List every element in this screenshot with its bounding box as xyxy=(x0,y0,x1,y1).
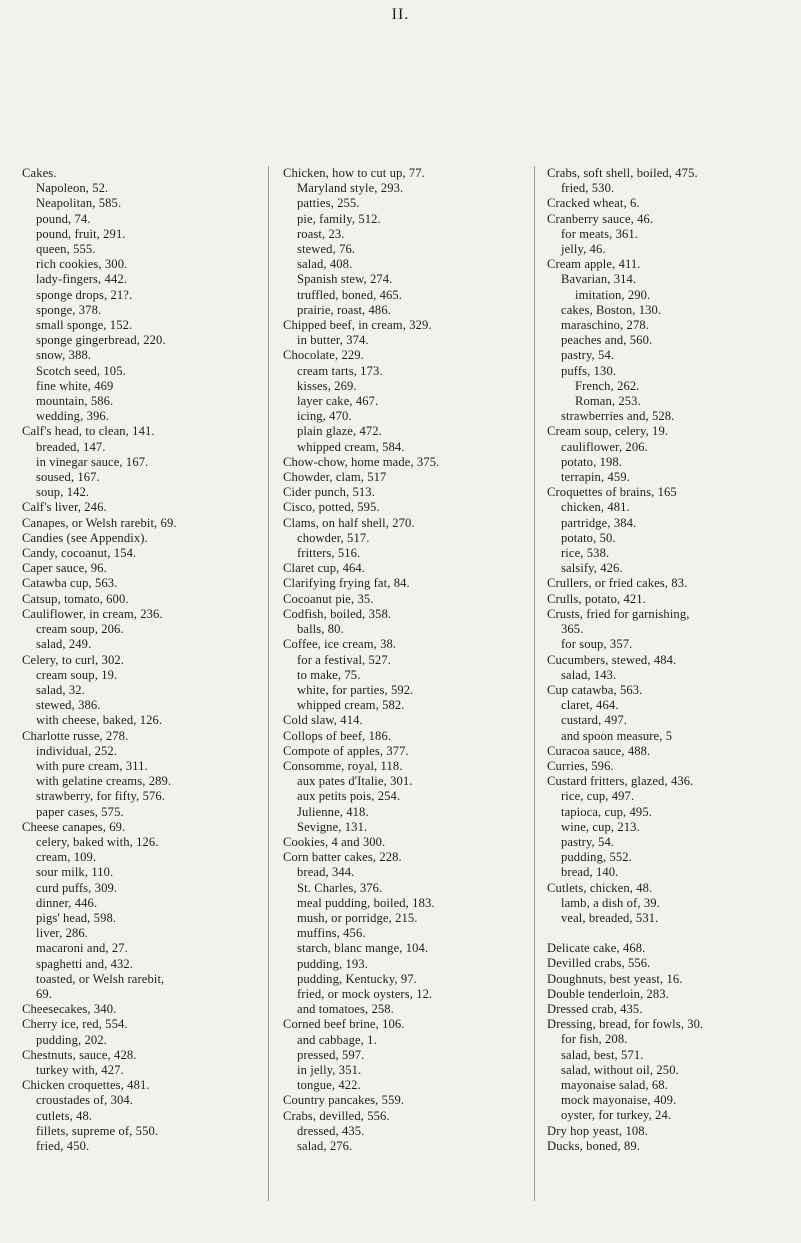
index-subentry: puffs, 130. xyxy=(561,363,617,378)
index-subentry: kisses, 269. xyxy=(297,378,357,393)
index-entry: Cranberry sauce, 46. xyxy=(547,211,654,226)
index-subentry: potato, 50. xyxy=(561,530,616,545)
index-subentry: queen, 555. xyxy=(36,242,96,257)
index-entry: Chipped beef, in cream, 329. xyxy=(283,318,432,333)
index-entry: Dressing, bread, for fowls, 30. xyxy=(547,1017,704,1032)
index-subentry: cream soup, 19. xyxy=(36,667,118,682)
index-subentry: pound, 74. xyxy=(36,211,91,226)
index-entry: Ducks, boned, 89. xyxy=(547,1138,640,1153)
index-subentry: patties, 255. xyxy=(297,196,360,211)
index-entry: Chow-chow, home made, 375. xyxy=(283,454,440,469)
index-subentry: breaded, 147. xyxy=(36,439,106,454)
index-entry: Crulls, potato, 421. xyxy=(547,591,646,606)
index-subentry: in vinegar sauce, 167. xyxy=(36,454,149,469)
index-subentry: Bavarian, 314. xyxy=(561,272,637,287)
index-subentry: for fish, 208. xyxy=(561,1032,628,1047)
index-entry: Crabs, devilled, 556. xyxy=(283,1108,390,1123)
index-subentry: St. Charles, 376. xyxy=(297,880,383,895)
index-entry: Cheesecakes, 340. xyxy=(22,1002,117,1017)
index-subentry: fillets, supreme of, 550. xyxy=(36,1123,159,1138)
index-column-2 xyxy=(268,166,533,1201)
index-subentry: snow, 388. xyxy=(36,348,92,363)
index-subentry: imitation, 290. xyxy=(575,287,651,302)
index-subentry: layer cake, 467. xyxy=(297,394,379,409)
index-subentry: wedding, 396. xyxy=(36,409,110,424)
index-subentry: cream, 109. xyxy=(36,850,97,865)
index-subentry: for meats, 361. xyxy=(561,226,639,241)
index-subentry: French, 262. xyxy=(575,378,640,393)
index-entry: Cocoanut pie, 35. xyxy=(283,591,374,606)
index-subentry: sponge gingerbread, 220. xyxy=(36,333,166,348)
index-subentry: cauliflower, 206. xyxy=(561,439,648,454)
index-subentry: strawberries and, 528. xyxy=(561,409,675,424)
index-subentry: for soup, 357. xyxy=(561,637,633,652)
index-subentry: pudding, 552. xyxy=(561,850,632,865)
index-subentry: partridge, 384. xyxy=(561,515,637,530)
index-subentry: mock mayonaise, 409. xyxy=(561,1093,677,1108)
index-subentry: paper cases, 575. xyxy=(36,804,124,819)
index-subentry: soup, 142. xyxy=(36,485,90,500)
index-subentry: macaroni and, 27. xyxy=(36,941,128,956)
index-entry: Devilled crabs, 556. xyxy=(547,956,651,971)
index-subentry: sponge, 378. xyxy=(36,302,102,317)
index-subentry: veal, breaded, 531. xyxy=(561,910,659,925)
index-entry: Compote of apples, 377. xyxy=(283,743,409,758)
index-subentry: Roman, 253. xyxy=(575,394,641,409)
index-entry: Croquettes of brains, 165 xyxy=(547,485,677,500)
index-subentry: individual, 252. xyxy=(36,743,118,758)
index-subentry: prairie, roast, 486. xyxy=(297,302,391,317)
index-subentry: fine white, 469 xyxy=(36,378,114,393)
index-entry: Crullers, or fried cakes, 83. xyxy=(547,576,688,591)
index-entry: Charlotte russe, 278. xyxy=(22,728,129,743)
index-entry: Chowder, clam, 517 xyxy=(283,470,387,485)
index-subentry: celery, baked with, 126. xyxy=(36,834,159,849)
index-subentry: soused, 167. xyxy=(36,470,100,485)
index-subentry: Scotch seed, 105. xyxy=(36,363,126,378)
index-subentry: bread, 344. xyxy=(297,865,355,880)
index-entry: Cold slaw, 414. xyxy=(283,713,363,728)
index-entry: Double tenderloin, 283. xyxy=(547,986,669,1001)
index-subentry: salad, 249. xyxy=(36,637,92,652)
index-subentry: cream soup, 206. xyxy=(36,622,124,637)
index-entry: Cup catawba, 563. xyxy=(547,682,643,697)
index-entry: Canapes, or Welsh rarebit, 69. xyxy=(22,515,177,530)
index-subentry: stewed, 76. xyxy=(297,242,356,257)
index-entry: Cracked wheat, 6. xyxy=(547,196,640,211)
index-subentry: salad, 408. xyxy=(297,257,353,272)
index-subentry: and tomatoes, 258. xyxy=(297,1002,394,1017)
index-entry: Chicken croquettes, 481. xyxy=(22,1078,150,1093)
index-subentry: turkey with, 427. xyxy=(36,1062,124,1077)
index-entry: Clarifying frying fat, 84. xyxy=(283,576,410,591)
index-entry: Cakes. xyxy=(22,166,57,180)
index-subentry: sponge drops, 21?. xyxy=(36,287,133,302)
index-subentry: maraschino, 278. xyxy=(561,318,649,333)
index-subentry: Napoleon, 52. xyxy=(36,181,109,196)
index-subentry: pressed, 597. xyxy=(297,1047,365,1062)
index-subentry: with gelatine creams, 289. xyxy=(36,774,172,789)
index-subentry: peaches and, 560. xyxy=(561,333,653,348)
index-subentry: claret, 464. xyxy=(561,698,619,713)
index-subentry: sour milk, 110. xyxy=(36,865,114,880)
index-entry: Celery, to curl, 302. xyxy=(22,652,125,667)
index-subentry: chowder, 517. xyxy=(297,530,370,545)
index-subentry: dinner, 446. xyxy=(36,895,98,910)
index-entry: Collops of beef, 186. xyxy=(283,728,392,743)
index-subentry: plain glaze, 472. xyxy=(297,424,382,439)
index-entry: Catawba cup, 563. xyxy=(22,576,118,591)
index-subentry: muffins, 456. xyxy=(297,926,366,941)
index-subentry: dressed, 435. xyxy=(297,1123,365,1138)
index-subentry: rich cookies, 300. xyxy=(36,257,128,272)
index-entry: Chestnuts, sauce, 428. xyxy=(22,1047,137,1062)
index-subentry: roast, 23. xyxy=(297,226,345,241)
index-subentry: fried, 450. xyxy=(36,1139,90,1153)
index-subentry: with cheese, baked, 126. xyxy=(36,713,163,728)
index-entry: Candies (see Appendix). xyxy=(22,530,148,545)
index-subentry: whipped cream, 582. xyxy=(297,698,405,713)
index-entry: Candy, cocoanut, 154. xyxy=(22,546,137,561)
index-subentry: mayonaise salad, 68. xyxy=(561,1077,668,1092)
index-entry: Cutlets, chicken, 48. xyxy=(547,880,653,895)
index-subentry: curd puffs, 309. xyxy=(36,880,118,895)
index-subentry: rice, cup, 497. xyxy=(561,789,635,804)
index-entry: Cream apple, 411. xyxy=(547,257,641,272)
index-subentry: salad, best, 571. xyxy=(561,1047,644,1062)
index-subentry: spaghetti and, 432. xyxy=(36,956,134,971)
index-entry: Doughnuts, best yeast, 16. xyxy=(547,971,683,986)
index-entry: Clams, on half shell, 270. xyxy=(283,515,415,530)
index-subentry: aux pates d'Italie, 301. xyxy=(297,774,413,789)
index-subentry: balls, 80. xyxy=(297,622,344,637)
index-subentry: pudding, 202. xyxy=(36,1032,107,1047)
index-subentry: liver, 286. xyxy=(36,926,89,941)
index-subentry: pastry, 54. xyxy=(561,348,615,363)
index-entry: Coffee, ice cream, 38. xyxy=(283,637,397,652)
index-subentry: for a festival, 527. xyxy=(297,652,391,667)
index-subentry: 365. xyxy=(561,622,584,637)
index-subentry: lamb, a dish of, 39. xyxy=(561,895,660,910)
index-entry: Crabs, soft shell, boiled, 475. xyxy=(547,166,698,180)
index-entry: Cauliflower, in cream, 236. xyxy=(22,606,163,621)
index-entry: Calf's liver, 246. xyxy=(22,500,107,515)
index-subentry: to make, 75. xyxy=(297,667,361,682)
index-subentry: pie, family, 512. xyxy=(297,211,381,226)
index-subentry: truffled, boned, 465. xyxy=(297,287,403,302)
index-subentry: tongue, 422. xyxy=(297,1078,361,1093)
index-subentry: mountain, 586. xyxy=(36,394,114,409)
index-subentry: and spoon measure, 5 xyxy=(561,728,673,743)
index-subentry: rice, 538. xyxy=(561,546,610,561)
index-subentry: salad, 32. xyxy=(36,682,85,697)
index-column-3 xyxy=(534,166,801,1201)
index-subentry: pastry, 54. xyxy=(561,834,615,849)
index-subentry: whipped cream, 584. xyxy=(297,439,405,454)
index-entry: Crusts, fried for garnishing, xyxy=(547,606,690,621)
index-subentry: chicken, 481. xyxy=(561,500,630,515)
index-subentry: strawberry, for fifty, 576. xyxy=(36,789,166,804)
index-subentry: bread, 140. xyxy=(561,865,619,880)
index-subentry: fried, 530. xyxy=(561,181,615,196)
index-entry: Curries, 596. xyxy=(547,758,614,773)
index-subentry: cream tarts, 173. xyxy=(297,363,383,378)
index-entry: Delicate cake, 468. xyxy=(547,941,646,956)
index-entry: Corn batter cakes, 228. xyxy=(283,850,402,865)
index-subentry: 69. xyxy=(36,986,53,1001)
index-entry: Curacoa sauce, 488. xyxy=(547,743,651,758)
index-subentry: toasted, or Welsh rarebit, xyxy=(36,971,165,986)
index-subentry: pigs' head, 598. xyxy=(36,910,117,925)
index-entry: Cream soup, celery, 19. xyxy=(547,424,669,439)
index-subentry: croustades of, 304. xyxy=(36,1093,134,1108)
index-entry: Cherry ice, red, 554. xyxy=(22,1017,128,1032)
index-subentry: meal pudding, boiled, 183. xyxy=(297,895,435,910)
index-subentry: salad, 276. xyxy=(297,1139,353,1153)
index-subentry: cakes, Boston, 130. xyxy=(561,302,662,317)
index-entry: Corned beef brine, 106. xyxy=(283,1017,405,1032)
index-entry: Chocolate, 229. xyxy=(283,348,364,363)
index-subentry: potato, 198. xyxy=(561,454,623,469)
index-subentry: salad, 143. xyxy=(561,667,617,682)
index-subentry: Sevigne, 131. xyxy=(297,819,368,834)
index-subentry: custard, 497. xyxy=(561,713,628,728)
index-subentry: Spanish stew, 274. xyxy=(297,272,393,287)
index-entry: Caper sauce, 96. xyxy=(22,561,107,576)
index-entry: Cisco, potted, 595. xyxy=(283,500,380,515)
index-subentry: jelly, 46. xyxy=(561,242,606,257)
index-subentry: in jelly, 351. xyxy=(297,1062,362,1077)
index-entry: Custard fritters, glazed, 436. xyxy=(547,774,694,789)
index-entry: Cider punch, 513. xyxy=(283,485,375,500)
index-entry: Codfish, boiled, 358. xyxy=(283,606,392,621)
index-entry: Cheese canapes, 69. xyxy=(22,819,126,834)
page-number: II. xyxy=(391,6,410,23)
index-entry: Dry hop yeast, 108. xyxy=(547,1123,648,1138)
index-subentry: Maryland style, 293. xyxy=(297,181,404,196)
index-subentry: wine, cup, 213. xyxy=(561,819,640,834)
index-subentry: lady-fingers, 442. xyxy=(36,272,127,287)
index-subentry: icing, 470. xyxy=(297,409,352,424)
index-subentry: cutlets, 48. xyxy=(36,1108,93,1123)
index-subentry: salsify, 426. xyxy=(561,561,623,576)
index-subentry: salad, without oil, 250. xyxy=(561,1062,679,1077)
index-entry: Claret cup, 464. xyxy=(283,561,366,576)
index-subentry: fried, or mock oysters, 12. xyxy=(297,986,433,1001)
index-entry: Country pancakes, 559. xyxy=(283,1093,405,1108)
index-subentry: fritters, 516. xyxy=(297,546,361,561)
index-subentry: terrapin, 459. xyxy=(561,470,630,485)
index-subentry: Julienne, 418. xyxy=(297,804,369,819)
index-subentry: starch, blanc mange, 104. xyxy=(297,941,429,956)
index-entry: Dressed crab, 435. xyxy=(547,1001,643,1016)
index-subentry: in butter, 374. xyxy=(297,333,369,348)
index-subentry: small sponge, 152. xyxy=(36,318,133,333)
index-subentry: aux petits pois, 254. xyxy=(297,789,401,804)
index-subentry: tapioca, cup, 495. xyxy=(561,804,652,819)
index-subentry: pudding, 193. xyxy=(297,956,368,971)
index-subentry: oyster, for turkey, 24. xyxy=(561,1108,672,1123)
index-subentry: and cabbage, 1. xyxy=(297,1032,377,1047)
index-entry: Cucumbers, stewed, 484. xyxy=(547,652,677,667)
index-subentry: Neapolitan, 585. xyxy=(36,196,122,211)
index-entry: Calf's head, to clean, 141. xyxy=(22,424,155,439)
index-entry: Cookies, 4 and 300. xyxy=(283,834,386,849)
index-entry: Catsup, tomato, 600. xyxy=(22,591,129,606)
index-subentry: pudding, Kentucky, 97. xyxy=(297,971,417,986)
index-subentry: mush, or porridge, 215. xyxy=(297,910,418,925)
index-subentry: pound, fruit, 291. xyxy=(36,226,126,241)
index-subentry: with pure cream, 311. xyxy=(36,758,148,773)
index-column-1 xyxy=(22,166,262,1154)
index-gap xyxy=(547,926,801,941)
index-entry: Consomme, royal, 118. xyxy=(283,758,403,773)
index-entry: Chicken, how to cut up, 77. xyxy=(283,166,425,180)
index-subentry: stewed, 386. xyxy=(36,698,101,713)
index-subentry: white, for parties, 592. xyxy=(297,682,414,697)
